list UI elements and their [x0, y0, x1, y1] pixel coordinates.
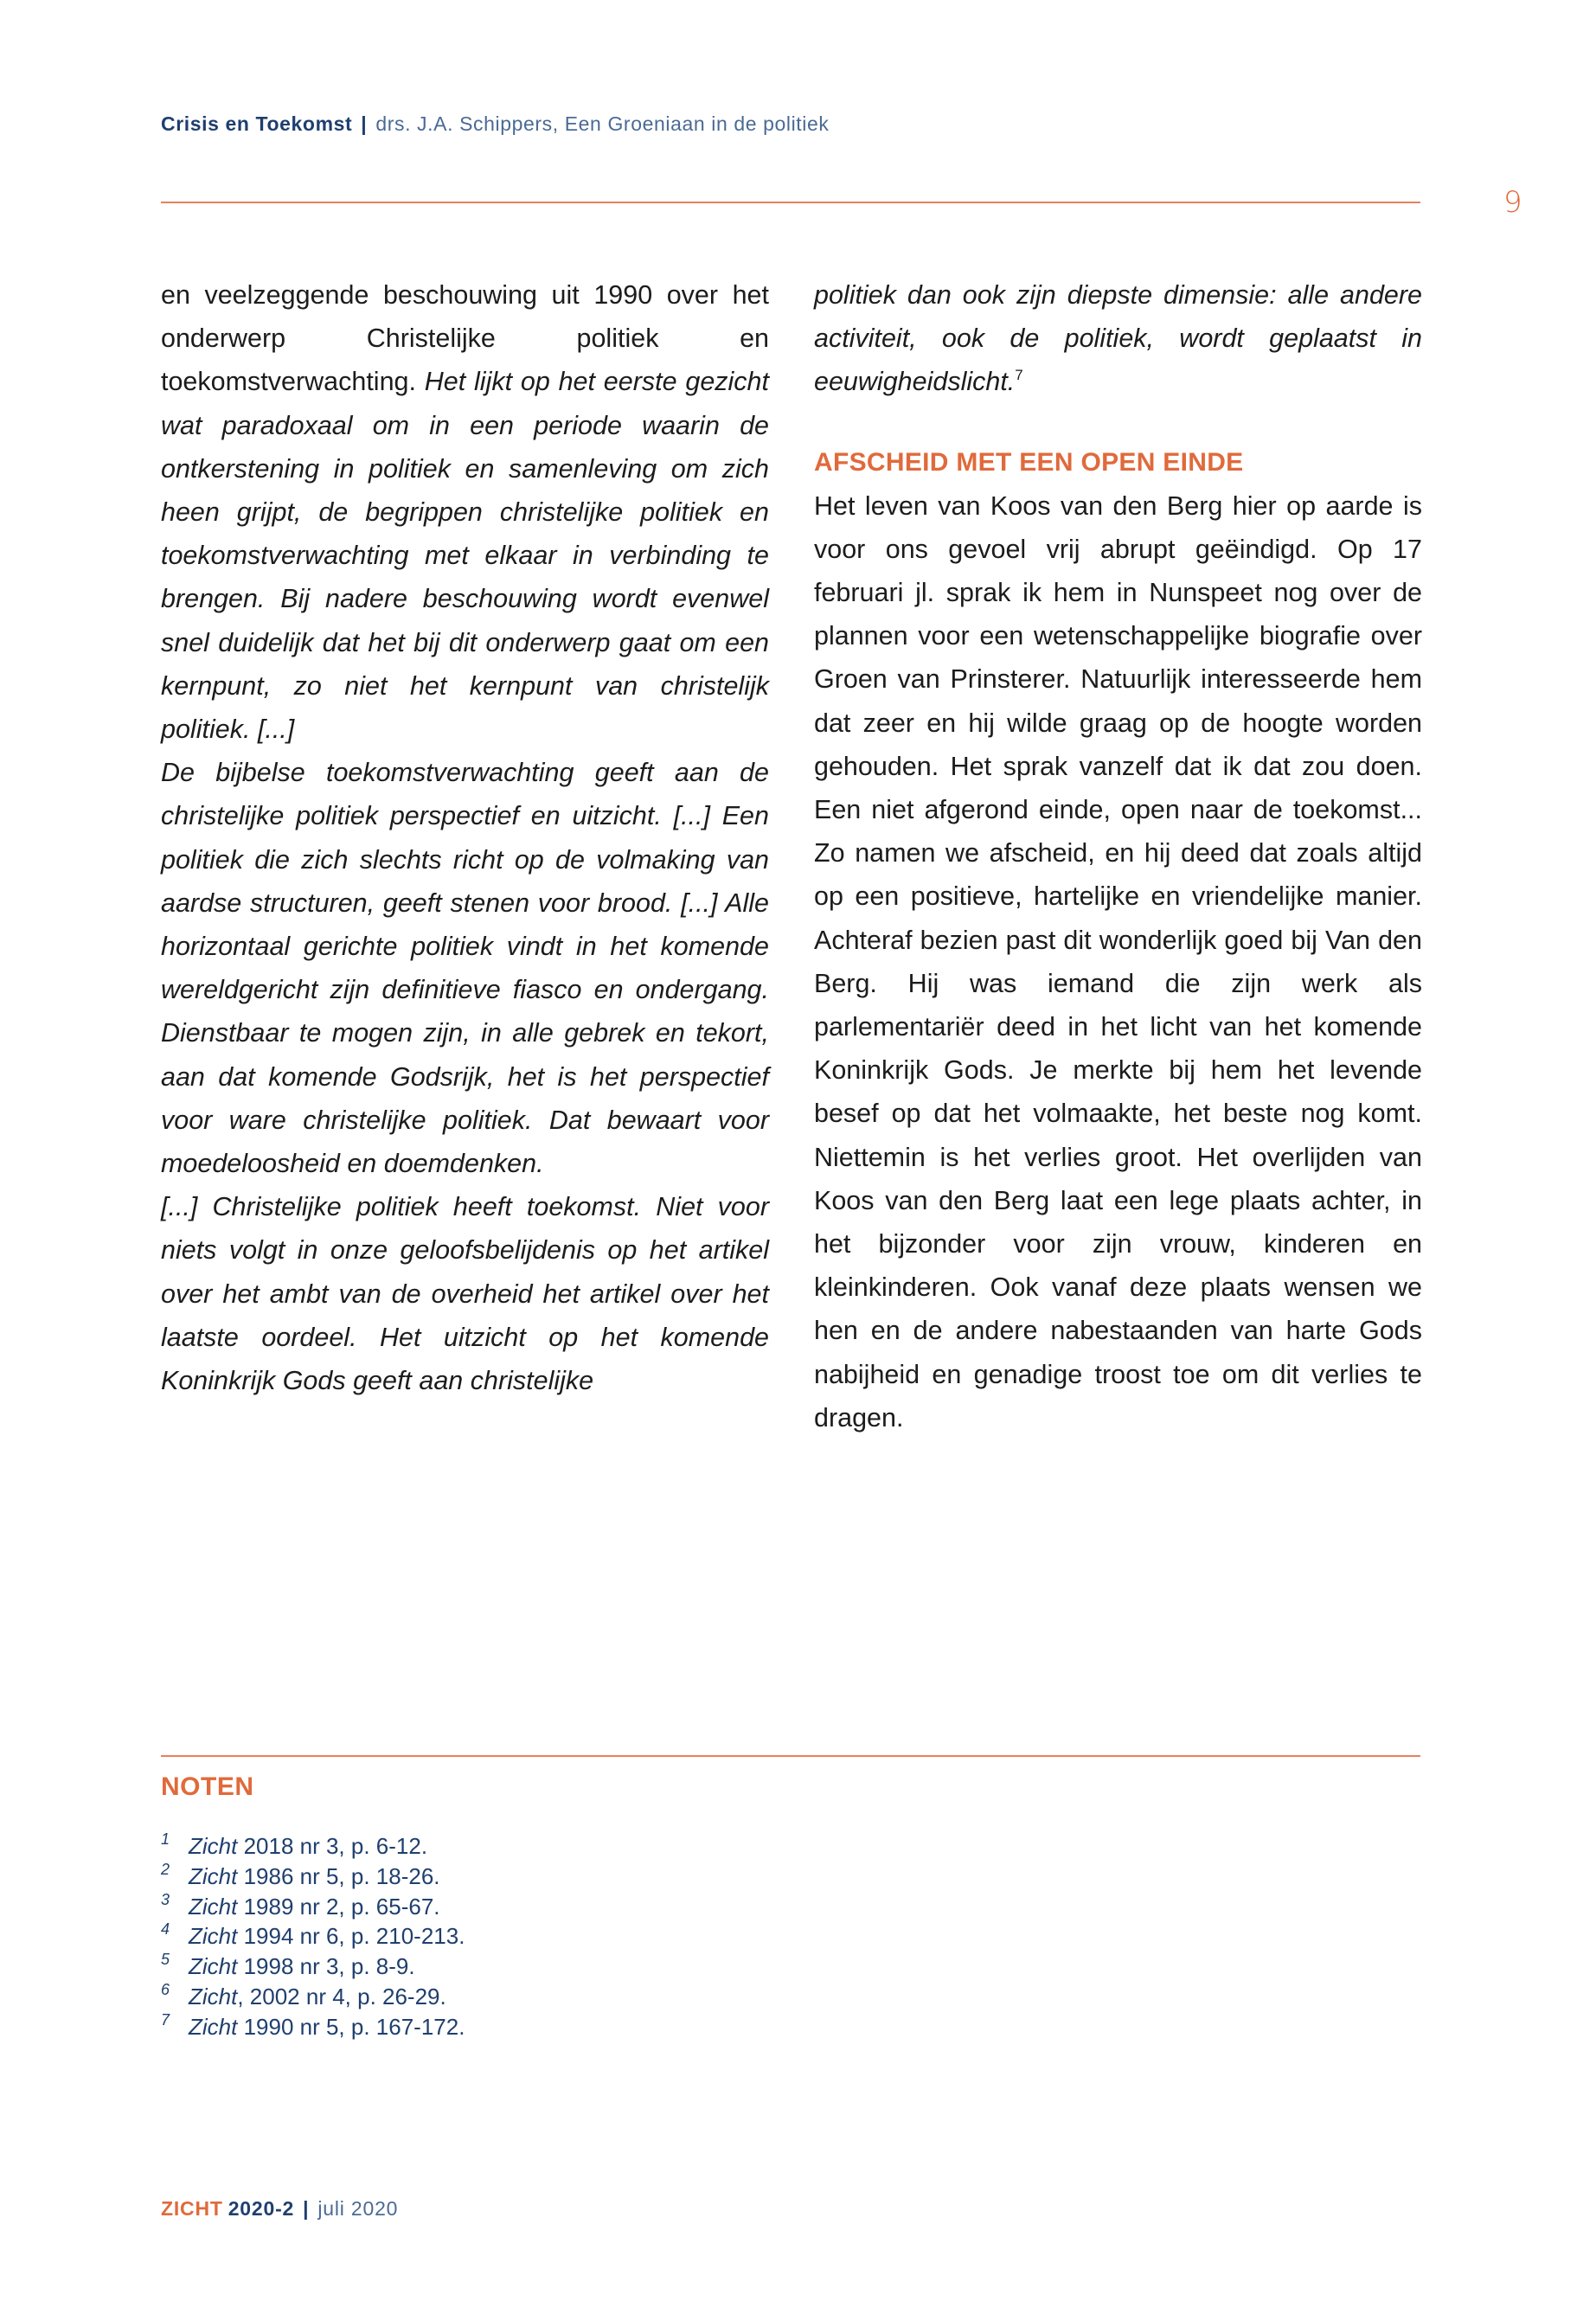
right-paragraph-1 — [814, 273, 1422, 404]
header-title: Crisis en Toekomst — [161, 112, 353, 135]
note-item: 7 Zicht 1990 nr 5, p. 167-172. — [161, 2010, 465, 2040]
header-subtitle: drs. J.A. Schippers, Een Groeniaan in de politiek — [375, 112, 830, 135]
footer-separator: | — [303, 2197, 310, 2220]
notes-heading: NOTEN — [161, 1772, 254, 1801]
note-magazine: Zicht — [189, 1833, 238, 1859]
footnote-ref-7[interactable]: 7 — [1015, 367, 1023, 384]
left-paragraph-3 — [161, 1185, 769, 1402]
note-item: 4 Zicht 1994 nr 6, p. 210-213. — [161, 1920, 465, 1950]
left-paragraph-3-quote: [...] Christelijke politiek heeft toekomst. Niet voor niets volgt in onze geloofsbelijdenis op het artikel over het ambt van de overheid het artikel over het laatste oordeel. Het uitzicht op het komende Koninkrijk Gods geeft aan christelijke — [161, 1192, 769, 1396]
left-paragraph-2-quote: De bijbelse toekomstverwachting geeft aan de christelijke politiek perspectief en uitzicht. [...] Een politiek die zich slechts richt op de volmaking van aardse structuren, geeft stenen voor brood. [...] Alle horizontaal gerichte politiek vindt in het komende wereldgericht zijn definitieve fiasco en ondergang. Dienstbaar te mogen zijn, in alle gebrek en tekort, aan dat komende Godsrijk, het is het perspectief voor ware christelijke politiek. Dat bewaart voor moedeloosheid en doemdenken. — [161, 758, 769, 1179]
note-reference: 1986 nr 5, p. 18-26. — [237, 1862, 440, 1889]
note-item: 1 Zicht 2018 nr 3, p. 6-12. — [161, 1830, 428, 1859]
note-reference: 1998 nr 3, p. 8-9. — [237, 1953, 415, 1980]
note-reference: 1994 nr 6, p. 210-213. — [237, 1923, 465, 1950]
header-divider — [161, 202, 1420, 203]
right-paragraph-2: Het leven van Koos van den Berg hier op aarde is voor ons gevoel vrij abrupt geëindigd. Op 17 februari jl. sprak ik hem in Nunspeet nog over de plannen voor een wetenschappelijke biografie over Groen van Prinsterer. Natuurlijk interesseerde hem dat zeer en hij wilde graag op de hoogte worden gehouden. Het sprak vanzelf dat ik dat zou doen. Een niet afgerond einde, open naar de toekomst... Zo namen we afscheid, en hij deed dat zoals altijd op een positieve, hartelijke en vriendelijke manier. Achteraf bezien past dit wonderlijk goed bij Van den Berg. Hij was iemand die zijn werk als parlementariër deed in het licht van het komende Koninkrijk Gods. Je merkte bij hem het levende besef op dat het volmaakte, het beste nog komt. Niettemin is het verlies groot. Het overlijden van Koos van den Berg laat een lege plaats achter, in het bijzonder voor zijn vrouw, kinderen en kleinkinderen. Ook vanaf deze plaats wensen we hen en de andere nabestaanden van harte Gods nabijheid en genadige troost toe om dit verlies te dragen. — [814, 490, 1422, 1433]
header-separator: | — [361, 112, 368, 135]
running-header — [161, 112, 830, 136]
notes-list — [161, 1831, 465, 2042]
note-magazine: Zicht — [189, 1862, 238, 1889]
right-column — [814, 273, 1422, 1439]
note-magazine: Zicht — [189, 1953, 238, 1980]
left-paragraph-2 — [161, 751, 769, 1185]
note-item: 5 Zicht 1998 nr 3, p. 8-9. — [161, 1951, 415, 1980]
right-paragraph-1-quote: politiek dan ook zijn diepste dimensie: alle andere activiteit, ook de politiek, wordt geplaatst in eeuwigheidslicht. — [814, 280, 1422, 397]
left-column — [161, 273, 769, 1402]
note-magazine: Zicht — [189, 1983, 238, 2009]
note-reference: , 2002 nr 4, p. 26-29. — [237, 1983, 446, 2009]
note-magazine: Zicht — [189, 1893, 238, 1920]
note-item: 3 Zicht 1989 nr 2, p. 65-67. — [161, 1890, 440, 1920]
running-footer — [161, 2197, 398, 2221]
note-item: 2 Zicht 1986 nr 5, p. 18-26. — [161, 1860, 440, 1889]
left-paragraph-1-text: en veelzeggende beschouwing uit 1990 over het onderwerp Christelijke politiek en toekomstverwachting. — [161, 280, 769, 397]
note-magazine: Zicht — [189, 1923, 238, 1950]
footer-issue: 2020-2 — [228, 2197, 295, 2220]
section-heading: AFSCHEID MET EEN OPEN EINDE — [814, 447, 1244, 477]
left-paragraph-1 — [161, 273, 769, 751]
footer-brand: ZICHT — [161, 2197, 223, 2220]
note-reference: 2018 nr 3, p. 6-12. — [237, 1833, 428, 1859]
note-magazine: Zicht — [189, 2013, 238, 2040]
page-number: 9 — [1503, 185, 1522, 220]
notes-divider — [161, 1755, 1420, 1757]
note-reference: 1990 nr 5, p. 167-172. — [237, 2013, 465, 2040]
left-paragraph-1-quote: Het lijkt op het eerste gezicht wat paradoxaal om in een periode waarin de ontkerstening in politiek en samenleving om zich heen grijpt, de begrippen christelijke politiek en toekomstverwachting met elkaar in verbinding te brengen. Bij nadere beschouwing wordt evenwel snel duidelijk dat het bij dit onderwerp gaat om een kernpunt, zo niet het kernpunt van christelijk politiek. [...] — [161, 367, 769, 745]
note-item: 6 Zicht, 2002 nr 4, p. 26-29. — [161, 1980, 446, 2009]
footer-date: juli 2020 — [317, 2197, 399, 2220]
note-reference: 1989 nr 2, p. 65-67. — [237, 1893, 440, 1920]
